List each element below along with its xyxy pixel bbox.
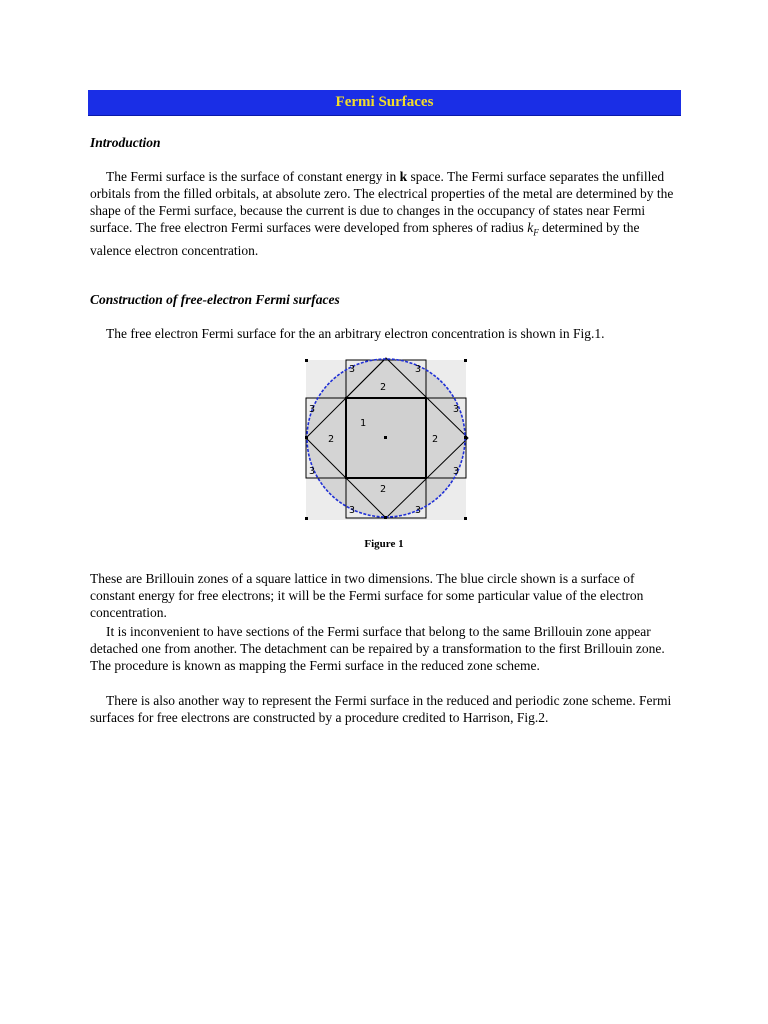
label-3-rb: 3 [453,466,460,477]
body-paragraph-3: There is also another way to represent the Fermi surface in the reduced and periodic zone scheme. Fermi surfaces for free electrons are constructed by a procedure credited to Harrison, Fig.2. [90,693,672,725]
page-title: Fermi Surfaces [335,94,434,110]
figure-caption: Figure 1 [364,538,404,550]
label-3-lb: 3 [309,466,316,477]
bold-k: k [399,169,408,184]
introduction-heading: Introduction [90,135,161,150]
label-1: 1 [360,418,367,429]
label-3-lt: 3 [309,404,316,415]
label-2-right: 2 [432,434,439,445]
label-2-left: 2 [328,434,335,445]
label-3-rt: 3 [453,404,460,415]
construction-heading: Construction of free-electron Fermi surfaces [90,292,340,307]
kf-symbol: $k_F$ [527,220,539,238]
body-paragraph-1: These are Brillouin zones of a square lattice in two dimensions. The blue circle shown is a surface of constant energy for free electrons; it will be the Fermi surface for some particular value of the electron concentration. [90,571,644,620]
intro-text-3: determined by the valence electron concentration. [90,220,640,258]
construction-paragraph: The free electron Fermi surface for the an arbitrary electron concentration is shown in Fig.1. [106,326,605,341]
label-3-br: 3 [415,505,422,516]
introduction-paragraph [90,168,682,259]
intro-text-1: The Fermi surface is the surface of constant energy in [106,169,400,184]
label-2-top: 2 [380,382,387,393]
label-3-bl: 3 [349,505,356,516]
figure-1-diagram [302,356,470,524]
label-2-bottom: 2 [380,484,387,495]
label-3-tl: 3 [349,364,356,375]
label-3-tr: 3 [415,364,422,375]
body-paragraph-2: It is inconvenient to have sections of the Fermi surface that belong to the same Brillouin zone appear detached one from another. The detachment can be repaired by a transformation to the first Brillouin zone. The procedure is known as mapping the Fermi surface in the reduced zone scheme. [90,624,665,673]
intro-text-2: space. The Fermi surface separates the unfilled orbitals from the filled orbitals, at absolute zero. The electrical properties of the metal are determined by the shape of the Fermi surface, because the current is due to changes in the occupancy of states near Fermi surface. The free electron Fermi surfaces were developed from spheres of radius [90,169,674,235]
title-bar [88,90,681,116]
